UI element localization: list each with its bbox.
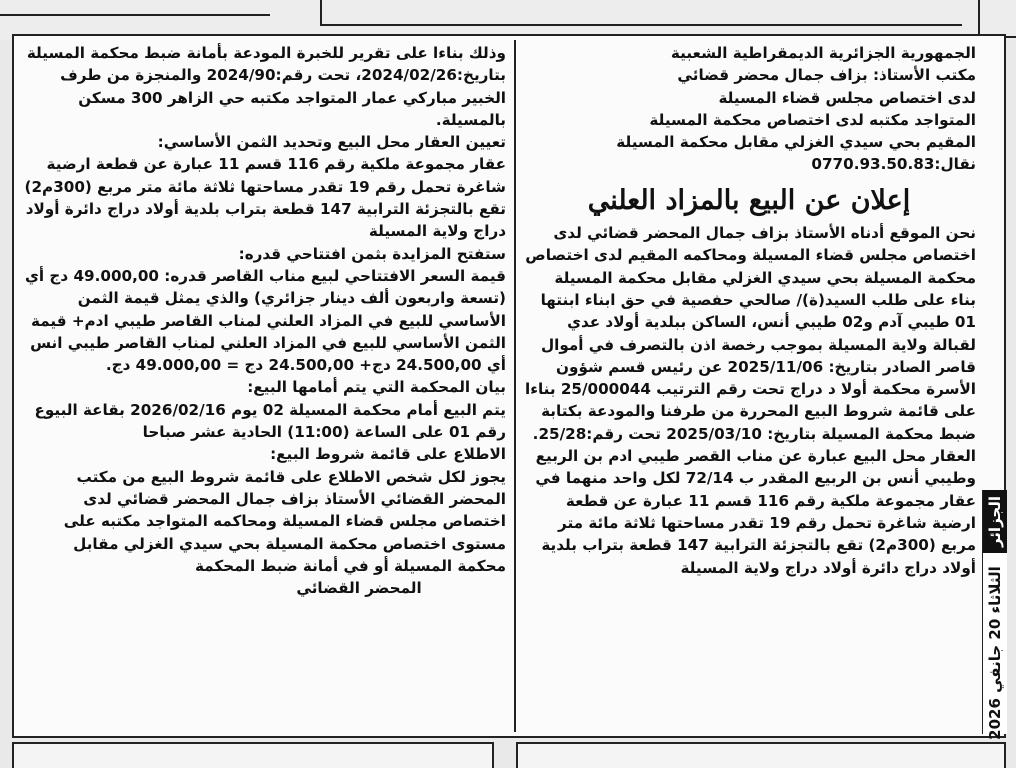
issue-date: الثلاثاء 20 جانفي 2026 [986,566,1004,740]
auction-notice [12,34,1006,738]
right-paragraph-intro: نحن الموقع أدناه الأستاذ بزاف جمال المحضر قضائي لدى اختصاص مجلس قضاء المسيلة ومحاكمه المقيم لدى اختصاص محكمة المسيلة بحي سيدي الغزلي مقابل محكمة المسيلة [525,224,976,287]
notice-title: إعلان عن البيع بالمزاد العلني [587,184,911,216]
right-paragraph-request: بناء على طلب السيد(ة)/ صالحي حفصية في حق ابناء ابنتها 01 طيبي آدم و02 طيبي أنس، الساكن ببلدية أولاد عدي لقبالة ولاية المسيلة بموجب رخصة اذن بالتصرف في أموال قاصر الصادر بتاريخ: 2025/11/06 عن رئيس قسم شؤون الأسرة محكمة أولا د دراج تحت رقم الترتيب 25/000044 بناءا على قائمة شروط البيع المحررة من طرفنا والمودعة بكتابة ضبط محكمة المسيلة بتاريخ: 2025/03/10 تحت رقم:25/28. [524,290,976,443]
right-paragraph-property: العقار محل البيع عبارة عن مناب القصر طيبي ادم بن الربيع وطيبي أنس بن الربيع المقدر ب 72/14 لكل واحد منهما في عقار مجموعة ملكية رقم 116 قسم 11 عبارة عن قطعة ارضية شاغرة تحمل رقم 19 تقدر مساحتها ثلاثة مائة متر مربع (300م2) تقع بالتجزئة الترابية 147 قطعة بتراب بلدية أولاد دراج دائرة أولاد دراج ولاية المسيلة [535,447,976,577]
left-heading-court: بيان المحكمة التي يتم أمامها البيع: [247,378,506,397]
side-tab-text [983,490,1007,740]
left-heading-conditions: الاطلاع على قائمة شروط البيع: [270,445,506,464]
left-heading-property: تعيين العقار محل البيع وتحديد الثمن الأساسي: [157,133,506,152]
right-column [522,42,976,579]
notice-header [522,42,976,176]
newspaper-name: الجزائر [983,490,1007,553]
left-column [22,42,506,599]
newspaper-side-tab [982,490,1007,740]
previous-notice-rule [0,14,270,16]
left-paragraph-property: عقار مجموعة ملكية رقم 116 قسم 11 عبارة عن قطعة ارضية شاغرة تحمل رقم 19 تقدر مساحتها ثلاثة مائة متر مربع (300م2) تقع بالتجزئة الترابية 147 قطعة بتراب بلدية أولاد دراج دائرة أولاد دراج ولاية المسيلة [24,155,506,241]
header-line-office: مكتب الأستاذ: بزاف جمال محضر قضائي [677,66,976,85]
left-paragraph-expertise: وذلك بناءا على تقرير للخبرة المودعة بأمانة ضبط محكمة المسيلة بتاريخ:2024/02/26، تحت رقم:2024/90 والمنجزة من طرف الخبير مباركي عمار المتواجد مكتبه حي الزاهر 300 مسكن بالمسيلة. [26,44,506,129]
header-line-jurisdiction: لدى اختصاص مجلس قضاء المسيلة [718,88,976,107]
left-paragraph-sale-date: يتم البيع أمام محكمة المسيلة 02 يوم 2026/02/16 بقاعة البيوع رقم 01 على الساعة (11:00) الحادية عشر صباحا [34,400,506,442]
header-line-republic: الجمهورية الجزائرية الديمقراطية الشعبية [670,44,976,62]
header-line-address: المقيم بحي سيدي الغزلي مقابل محكمة المسيلة [616,133,976,152]
left-paragraph-price: قيمة السعر الافتتاحي لبيع مناب القاصر قدره: 49.000,00 دج أي (تسعة واربعون ألف دينار جزائري) والذي يمثل قيمة الثمن الأساسي للبيع في المزاد العلني لمناب القاصر طيبي ادم+ قيمة الثمن الأساسي للبيع في المزاد العلني لمناب القاصر طيبي انس أي 24.500,00 دج+ 24.500,00 دج = 49.000,00 دج. [25,266,506,375]
corner-frame [978,0,1016,38]
left-heading-opening: ستفتح المزايدة بثمن افتتاحي قدره: [238,244,506,263]
next-notice-left [12,742,494,768]
left-paragraph-conditions: يجوز لكل شخص الاطلاع على قائمة شروط البيع من مكتب المحضر القضائي الأستاذ بزاف جمال المحضر قضائي لدى اختصاص مجلس قضاء المسيلة ومحاكمه المتواجد مكتبه على مستوى اختصاص محكمة المسيلة بحي سيدي الغزلي مقابل محكمة المسيلة أو في أمانة ضبط المحكمة [63,467,506,575]
column-divider [514,40,516,732]
signature-line: المحضر القضائي [296,579,422,598]
next-notice-right [516,742,1006,768]
header-line-court: المتواجد مكتبه لدى اختصاص محكمة المسيلة [649,110,976,129]
previous-notice-border [320,0,962,26]
header-line-phone: نقال:0770.93.50.83 [811,155,976,174]
